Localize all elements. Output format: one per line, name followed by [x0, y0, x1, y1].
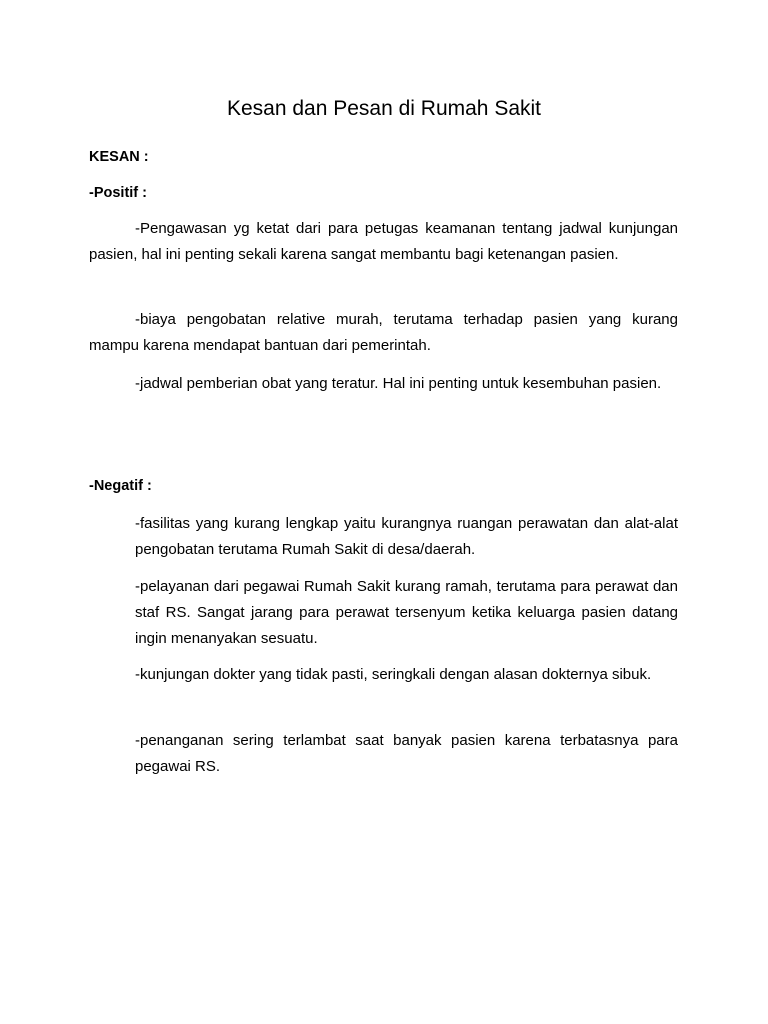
positif-item-3: -jadwal pemberian obat yang teratur. Hal ini penting untuk kesembuhan pasien. [135, 375, 662, 392]
negatif-item-4: -penanganan sering terlambat saat banyak pasien karena terbatasnya para pegawai RS. [135, 732, 678, 775]
positif-heading: -Positif : [89, 185, 147, 201]
negatif-item-3: -kunjungan dokter yang tidak pasti, seringkali dengan alasan dokternya sibuk. [135, 666, 652, 683]
negatif-item-1: -fasilitas yang kurang lengkap yaitu kurangnya ruangan perawatan dan alat-alat pengobatan terutama Rumah Sakit di desa/daerah. [135, 515, 678, 558]
page-title: Kesan dan Pesan di Rumah Sakit [226, 97, 542, 120]
positif-item-2: -biaya pengobatan relative murah, terutama terhadap pasien yang kurang mampu karena mendapat bantuan dari pemerintah. [89, 311, 678, 354]
positif-item-1: -Pengawasan yg ketat dari para petugas keamanan tentang jadwal kunjungan pasien, hal ini penting sekali karena sangat membantu bagi ketenangan pasien. [89, 220, 678, 263]
kesan-heading: KESAN : [89, 149, 149, 165]
negatif-item-2: -pelayanan dari pegawai Rumah Sakit kurang ramah, terutama para perawat dan staf RS. Sangat jarang para perawat tersenyum ketika keluarga pasien datang ingin menanyakan sesuatu. [135, 578, 678, 647]
negatif-heading: -Negatif : [89, 478, 152, 494]
